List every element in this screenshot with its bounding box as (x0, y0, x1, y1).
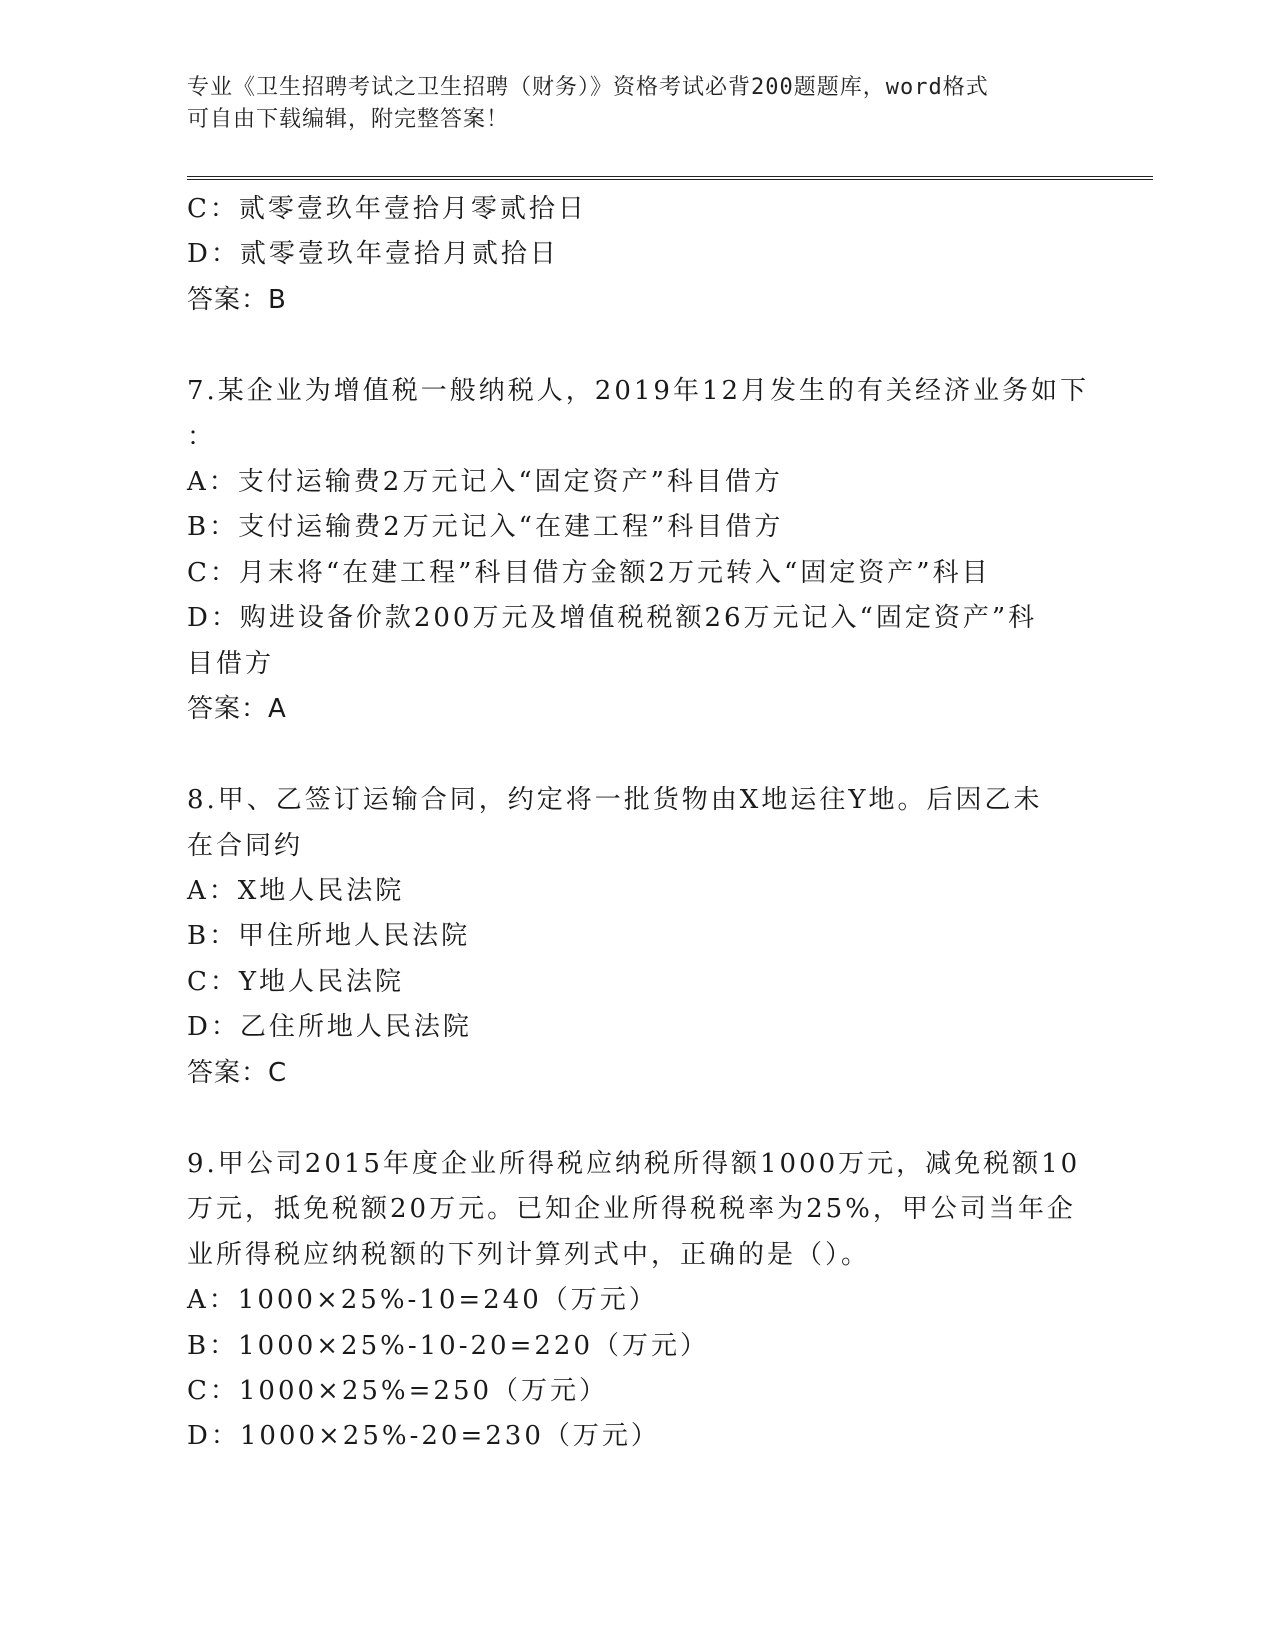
option-c: C：月末将“在建工程”科目借方金额2万元转入“固定资产”科目 (187, 557, 991, 588)
header-title-line1: 专业《卫生招聘考试之卫生招聘（财务）》资格考试必背200题题库，word格式 (187, 75, 989, 100)
question-list (187, 187, 1090, 1460)
question-9 (187, 1142, 1087, 1460)
option-a: A：X地人民法院 (187, 876, 405, 907)
spacer (187, 732, 1087, 778)
option-a: A：支付运输费2万元记入“固定资产”科目借方 (187, 466, 783, 497)
option-a: A：1000×25%-10=240（万元） (187, 1285, 658, 1316)
spacer (187, 1096, 1087, 1142)
option-d: D：购进设备价款200万元及增值税税额26万元记入“固定资产”科 (187, 603, 1038, 634)
option-d: D：1000×25%-20=230（万元） (187, 1421, 660, 1452)
option-c: C：1000×25%=250（万元） (187, 1375, 609, 1406)
option-b: B：1000×25%-10-20=220（万元） (187, 1330, 709, 1361)
question-stem: 9.甲公司2015年度企业所得税应纳税所得额1000万元，减免税额10 (187, 1149, 1081, 1180)
option-d-cont: 目借方 (187, 648, 275, 679)
answer-label: 答案：B (187, 284, 287, 315)
answer-label: 答案：A (187, 693, 287, 724)
question-stem-cont: 万元，抵免税额20万元。已知企业所得税税率为25%，甲公司当年企 (187, 1194, 1076, 1225)
answer-label: 答案：C (187, 1057, 288, 1088)
question-8 (187, 778, 1087, 1096)
spacer (187, 323, 1087, 369)
question-6 (187, 187, 1087, 323)
question-stem: 8.甲、乙签订运输合同，约定将一批货物由X地运往Y地。后因乙未 (187, 785, 1043, 816)
question-stem-cont: 业所得税应纳税额的下列计算列式中，正确的是（）。 (187, 1239, 871, 1270)
option-c: C：Y地人民法院 (187, 966, 405, 997)
option-b: B：支付运输费2万元记入“在建工程”科目借方 (187, 512, 784, 543)
question-stem-cont: ： (187, 421, 217, 452)
option-d: D：贰零壹玖年壹拾月贰拾日 (187, 239, 559, 270)
question-7 (187, 369, 1090, 732)
option-c: C：贰零壹玖年壹拾月零贰拾日 (187, 194, 587, 224)
question-stem-cont: 在合同约 (187, 830, 304, 861)
header-title-line2: 可自由下载编辑，附完整答案！ (187, 107, 510, 132)
option-d: D：乙住所地人民法院 (187, 1012, 472, 1043)
page-header (187, 72, 1067, 136)
header-divider (187, 176, 1153, 180)
question-stem: 7.某企业为增值税一般纳税人，2019年12月发生的有关经济业务如下 (187, 376, 1090, 407)
option-b: B：甲住所地人民法院 (187, 921, 471, 952)
